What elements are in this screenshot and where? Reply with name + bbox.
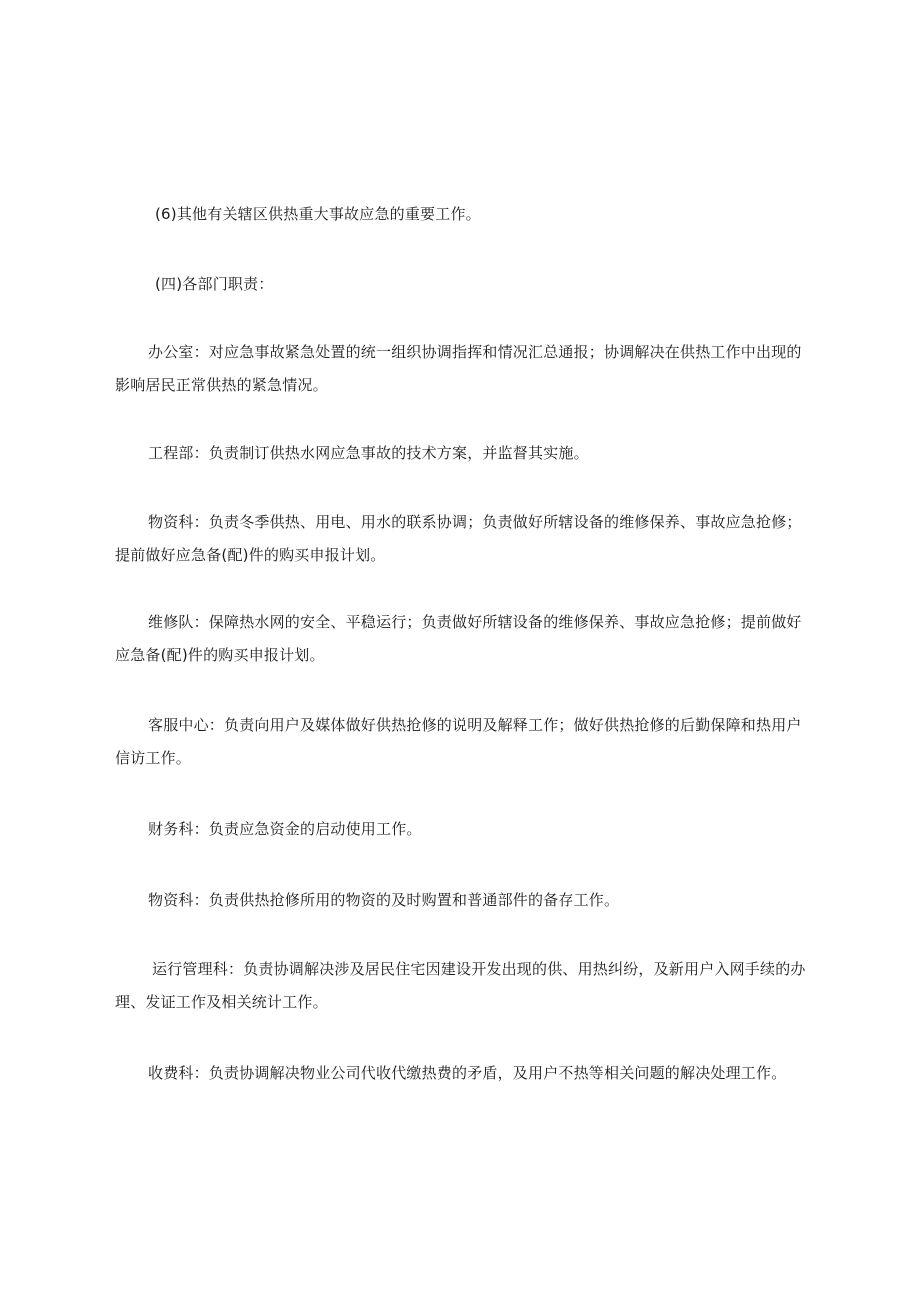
paragraph-billing: 收费科：负责协调解决物业公司代收代缴热费的矛盾，及用户不热等相关问题的解决处理工作。 bbox=[148, 1064, 787, 1082]
paragraph-materials-1: 物资科：负责冬季供热、用电、用水的联系协调；负责做好所辖设备的维修保养、事故应急抢修；提前做好应急备(配)件的购买申报计划。 bbox=[115, 513, 802, 564]
paragraph-materials-2: 物资科：负责供热抢修所用的物资的及时购置和普通部件的备存工作。 bbox=[148, 891, 620, 909]
paragraph-engineering: 工程部：负责制订供热水网应急事故的技术方案，并监督其实施。 bbox=[148, 444, 589, 462]
paragraph-finance: 财务科：负责应急资金的启动使用工作。 bbox=[148, 820, 422, 838]
paragraph-customer-service: 客服中心：负责向用户及媒体做好供热抢修的说明及解释工作；做好供热抢修的后勤保障和热用户信访工作。 bbox=[115, 716, 802, 767]
paragraph-maintenance-team: 维修队：保障热水网的安全、平稳运行；负责做好所辖设备的维修保养、事故应急抢修；提前做好应急备(配)件的购买申报计划。 bbox=[115, 613, 802, 664]
section-heading-department-duties: (四)各部门职责： bbox=[155, 275, 274, 293]
paragraph-office: 办公室：对应急事故紧急处置的统一组织协调指挥和情况汇总通报；协调解决在供热工作中出现的影响居民正常供热的紧急情况。 bbox=[115, 343, 802, 394]
paragraph-item-6: (6)其他有关辖区供热重大事故应急的重要工作。 bbox=[155, 205, 481, 223]
paragraph-operations-management: 运行管理科：负责协调解决涉及居民住宅因建设开发出现的供、用热纠纷，及新用户入网手续的办理、发证工作及相关统计工作。 bbox=[115, 960, 806, 1011]
